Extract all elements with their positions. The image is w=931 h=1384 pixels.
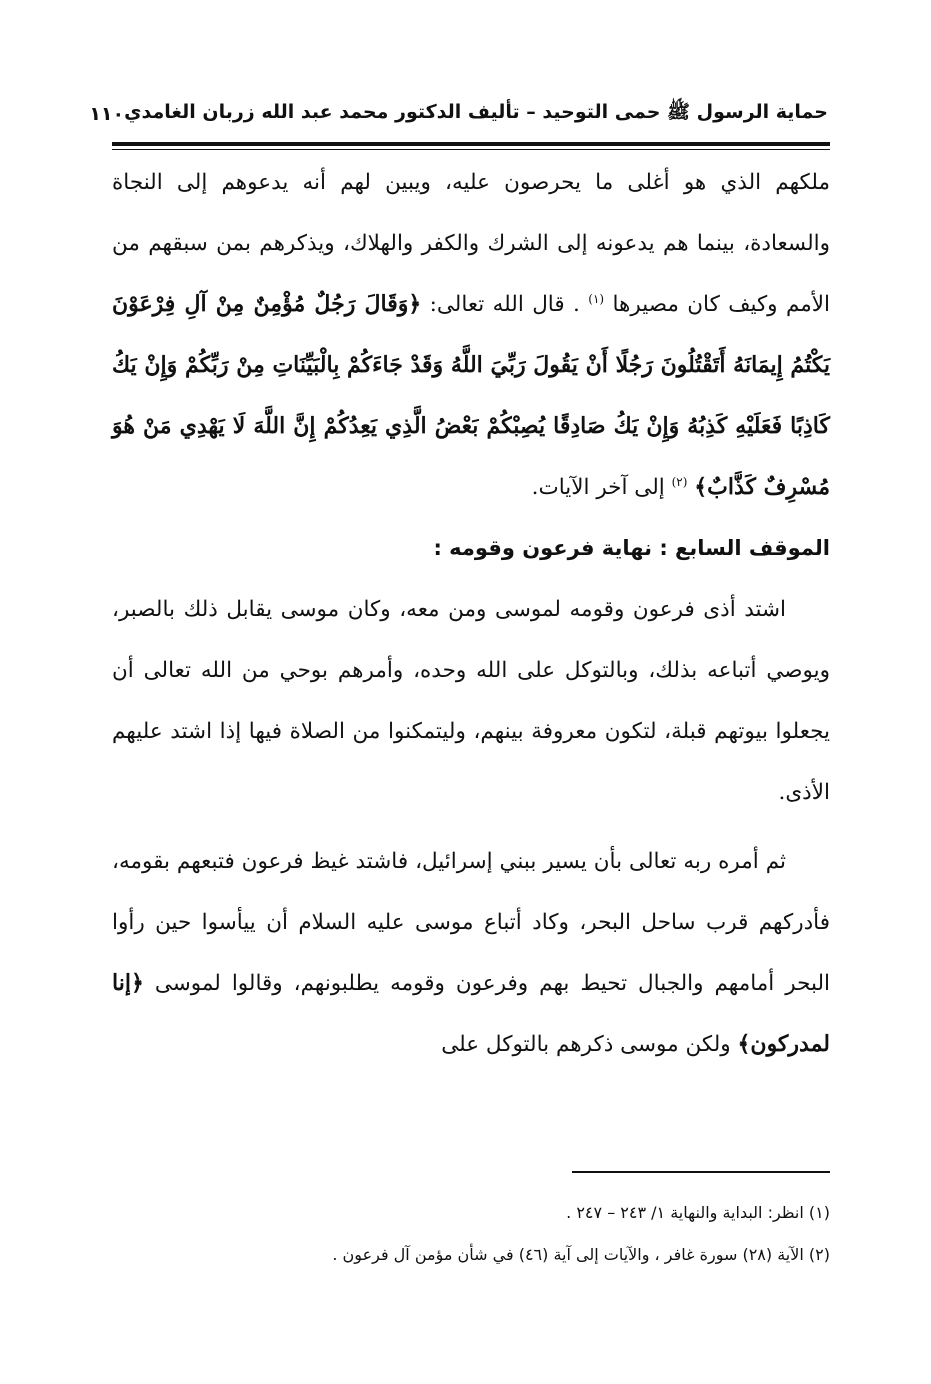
paragraph-gap xyxy=(112,823,830,831)
page-header xyxy=(89,88,828,140)
main-text xyxy=(112,152,830,1075)
paragraph-2: اشتد أذى فرعون وقومه لموسى ومن معه، وكان موسى يقابل ذلك بالصبر، ويوصي أتباعه بذلك، وبالتوكل على الله وحده، وأمرهم بوحي من الله تعالى أن يجعلوا بيوتهم قبلة، لتكون معروفة بينهم، وليتمكنوا من الصلاة فيها إذا اشتد عليهم الأذى. xyxy=(112,597,830,805)
paragraph-1-text: ملكهم الذي هو أغلى ما يحرصون عليه، ويبين لهم أنه يدعوهم إلى النجاة والسعادة، بينما هم يدعونه إلى الشرك والكفر والهلاك، ويذكرهم بمن سبقهم من الأمم وكيف كان مصيرها xyxy=(112,170,831,317)
quran-quote: ﴿إنا لمدركون﴾ xyxy=(112,970,830,1057)
paragraph-1 xyxy=(112,152,830,518)
paragraph-3-text: ثم أمره ربه تعالى بأن يسير ببني إسرائيل، فاشتد غيظ فرعون فتبعهم بقومه، فأدركهم قرب ساحل البحر، وكاد أتباع موسى عليه السلام أن ييأسوا حين رأوا البحر أمامهم والجبال تحيط بهم وفرعون وقومه يطلبونهم، وقالوا لموسى xyxy=(112,849,830,996)
quran-after: إلى آخر الآيات. xyxy=(531,475,665,500)
paragraph-1-after: . قال الله تعالى: xyxy=(429,292,580,317)
footnote-1: (١) انظر: البداية والنهاية ١/ ٢٤٣ – ٢٤٧ . xyxy=(566,1203,830,1222)
paragraph-3 xyxy=(112,831,830,1075)
paragraph-3-after: ولكن موسى ذكرهم بالتوكل على xyxy=(441,1032,731,1057)
quran-verse: ﴿وَقَالَ رَجُلٌ مُؤْمِنٌ مِنْ آلِ فِرْعَوْنَ يَكْتُمُ إِيمَانَهُ أَتَقْتُلُونَ رَجُلًا أَنْ يَقُولَ رَبِّيَ اللَّهُ وَقَدْ جَاءَكُمْ بِالْبَيِّنَاتِ مِنْ رَبِّكُمْ وَإِنْ يَكُ كَاذِبًا فَعَلَيْهِ كَذِبُهُ وَإِنْ يَكُ صَادِقًا يُصِبْكُمْ بَعْضُ الَّذِي يَعِدُكُمْ إِنَّ اللَّهَ لَا يَهْدِي مَنْ هُوَ مُسْرِفٌ كَذَّابٌ﴾ xyxy=(112,291,830,500)
section-heading: الموقف السابع : نهاية فرعون وقومه : xyxy=(433,536,830,560)
header-rule-thin xyxy=(112,149,830,150)
header-rule-thick xyxy=(112,142,830,146)
running-title: حماية الرسول ﷺ حمى التوحيد – تأليف الدكتور محمد عبد الله زربان الغامدي xyxy=(124,101,828,123)
footnotes xyxy=(112,1192,830,1276)
footnote-ref-2: (٢) xyxy=(671,474,688,489)
footnote-separator xyxy=(572,1171,830,1173)
page-number: ١١٠ xyxy=(89,103,125,125)
footnote-ref-1: (١) xyxy=(588,291,605,306)
footnote-2: (٢) الآية (٢٨) سورة غافر ، والآيات إلى آية (٤٦) في شأن مؤمن آل فرعون . xyxy=(332,1245,830,1264)
